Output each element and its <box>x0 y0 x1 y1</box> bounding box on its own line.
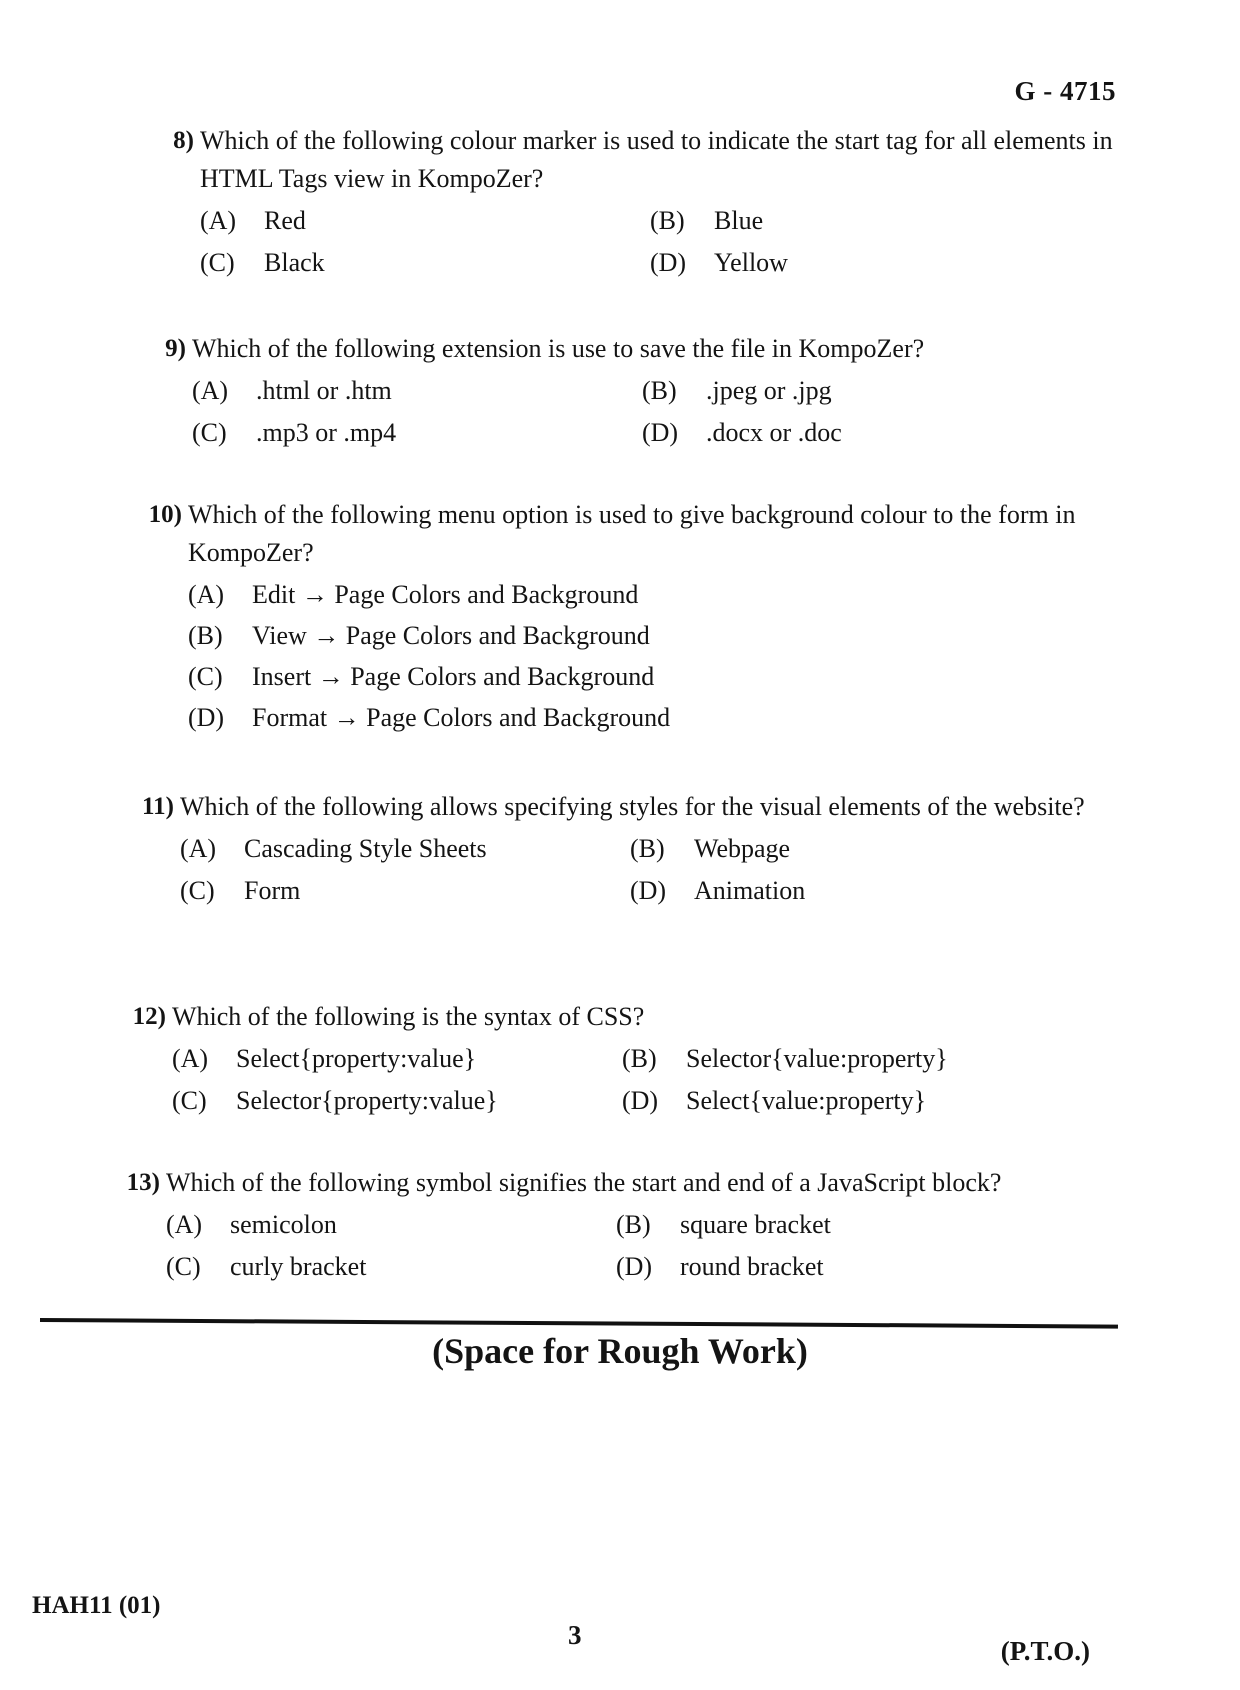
option-text: Select{value:property} <box>686 1086 927 1115</box>
option-label: (D) <box>188 703 225 732</box>
question-number: 9) <box>165 335 186 362</box>
option-label: (C) <box>166 1252 201 1281</box>
option-label: (C) <box>200 248 235 277</box>
options <box>200 202 1120 282</box>
option-label: (D) <box>622 1086 659 1115</box>
option-b <box>642 372 1062 410</box>
question-8 <box>173 122 1120 282</box>
question-text: Which of the following colour marker is used to indicate the start tag for all elements in HTML Tags view in KompoZer? <box>200 126 1113 193</box>
option-d <box>188 699 1108 737</box>
option-a <box>188 576 1108 614</box>
option-b <box>650 202 1070 240</box>
option-c <box>192 414 642 452</box>
option-c <box>180 872 630 910</box>
option-c <box>172 1082 622 1120</box>
question-text: Which of the following allows specifying styles for the visual elements of the website? <box>180 792 1085 821</box>
option-text: square bracket <box>680 1210 831 1239</box>
option-text: Form <box>244 876 301 905</box>
option-text: Selector{property:value} <box>236 1086 498 1115</box>
question-text: Which of the following menu option is used to give background colour to the form in KompoZer? <box>188 500 1076 567</box>
option-c <box>166 1248 616 1286</box>
option-text: Blue <box>714 206 764 235</box>
question-number: 13) <box>126 1169 160 1196</box>
option-text: Yellow <box>714 248 788 277</box>
option-d <box>642 414 1062 452</box>
options <box>192 372 1112 452</box>
option-text: .docx or .doc <box>706 418 842 447</box>
paper-code: G - 4715 <box>1014 76 1116 106</box>
option-label: (A) <box>166 1210 203 1239</box>
options <box>180 830 1100 910</box>
option-text: Select{property:value} <box>236 1044 477 1073</box>
question-number: 8) <box>173 127 194 154</box>
question-number: 11) <box>142 793 174 820</box>
option-a <box>200 202 650 240</box>
option-text: Selector{value:property} <box>686 1044 948 1073</box>
option-text: Insert → Page Colors and Background <box>252 662 655 691</box>
option-text: View → Page Colors and Background <box>252 621 650 650</box>
option-text: .html or .htm <box>256 376 392 405</box>
question-number: 12) <box>132 1003 166 1030</box>
option-label: (B) <box>642 376 677 405</box>
question-12 <box>132 998 1092 1120</box>
option-label: (B) <box>650 206 685 235</box>
option-a <box>180 830 630 868</box>
option-a <box>192 372 642 410</box>
option-b <box>622 1040 1042 1078</box>
option-b <box>630 830 1050 868</box>
option-d <box>630 872 1050 910</box>
option-label: (A) <box>200 206 237 235</box>
option-label: (D) <box>630 876 667 905</box>
option-d <box>616 1248 1036 1286</box>
option-text: .jpeg or .jpg <box>706 376 832 405</box>
option-d <box>650 244 1070 282</box>
question-11 <box>142 788 1100 910</box>
option-label: (A) <box>188 580 225 609</box>
question-text: Which of the following is the syntax of CSS? <box>172 1002 645 1031</box>
option-label: (C) <box>180 876 215 905</box>
question-9 <box>165 330 1112 452</box>
option-text: curly bracket <box>230 1252 367 1281</box>
option-text: Black <box>264 248 325 277</box>
divider-rule <box>40 1318 1118 1329</box>
options <box>166 1206 1116 1286</box>
options <box>188 576 1108 737</box>
pto-label: (P.T.O.) <box>1000 1636 1090 1666</box>
option-label: (D) <box>642 418 679 447</box>
option-text: Format → Page Colors and Background <box>252 703 671 732</box>
option-label: (C) <box>188 662 223 691</box>
option-d <box>622 1082 1042 1120</box>
course-code: HAH11 (01) <box>32 1592 161 1619</box>
question-number: 10) <box>148 501 182 528</box>
option-label: (D) <box>616 1252 653 1281</box>
page-number: 3 <box>568 1620 582 1650</box>
option-label: (A) <box>180 834 217 863</box>
question-text: Which of the following symbol signifies the start and end of a JavaScript block? <box>166 1168 1002 1197</box>
option-text: Red <box>264 206 306 235</box>
options <box>172 1040 1092 1120</box>
question-10 <box>148 496 1108 740</box>
option-label: (B) <box>630 834 665 863</box>
option-label: (D) <box>650 248 687 277</box>
option-label: (A) <box>192 376 229 405</box>
option-a <box>166 1206 616 1244</box>
option-b <box>188 617 1108 655</box>
rough-work-heading: (Space for Rough Work) <box>432 1331 808 1371</box>
option-text: semicolon <box>230 1210 337 1239</box>
option-text: Cascading Style Sheets <box>244 834 487 863</box>
option-text: Edit → Page Colors and Background <box>252 580 639 609</box>
question-13 <box>126 1164 1116 1286</box>
question-text: Which of the following extension is use to save the file in KompoZer? <box>192 334 925 363</box>
option-text: Animation <box>694 876 806 905</box>
option-label: (C) <box>192 418 227 447</box>
option-a <box>172 1040 622 1078</box>
option-c <box>188 658 1108 696</box>
option-label: (B) <box>188 621 223 650</box>
option-text: Webpage <box>694 834 791 863</box>
option-c <box>200 244 650 282</box>
option-label: (A) <box>172 1044 209 1073</box>
option-label: (C) <box>172 1086 207 1115</box>
option-label: (B) <box>616 1210 651 1239</box>
option-text: round bracket <box>680 1252 824 1281</box>
option-label: (B) <box>622 1044 657 1073</box>
option-b <box>616 1206 1036 1244</box>
option-text: .mp3 or .mp4 <box>256 418 397 447</box>
